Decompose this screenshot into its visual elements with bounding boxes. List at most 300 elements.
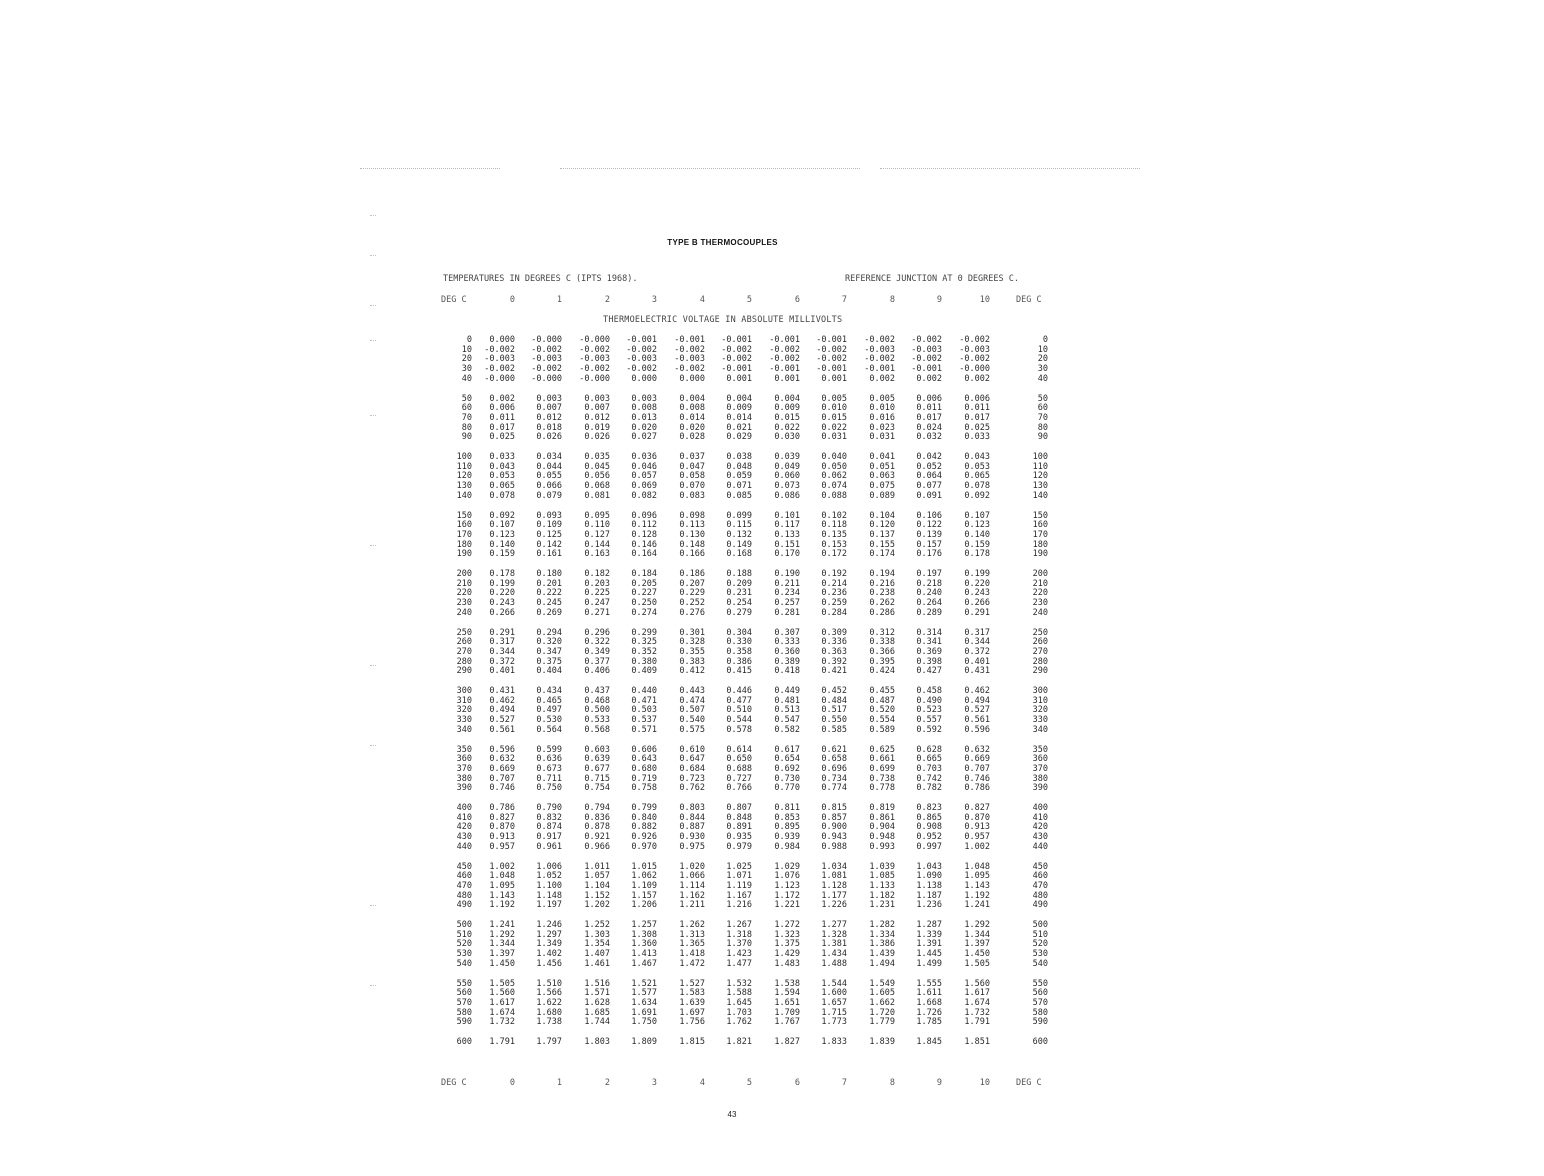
voltage-cell: 0.599 [536, 744, 562, 755]
table-row [0, 754, 1544, 764]
table-row [0, 657, 1544, 667]
voltage-cell: 0.711 [536, 773, 562, 784]
voltage-cell: 0.865 [916, 812, 942, 823]
voltage-cell: 0.930 [679, 832, 705, 843]
row-temperature-left: 20 [461, 354, 472, 365]
voltage-cell: 0.065 [489, 481, 515, 492]
voltage-cell: 1.634 [631, 997, 657, 1008]
row-temperature-left: 140 [456, 490, 472, 501]
table-row [0, 598, 1544, 608]
voltage-cell: 1.076 [774, 871, 800, 882]
voltage-cell: 0.064 [916, 471, 942, 482]
voltage-cell: 0.020 [631, 422, 657, 433]
voltage-cell: 0.117 [774, 520, 800, 531]
voltage-cell: 0.500 [584, 705, 610, 716]
voltage-cell: 1.085 [869, 871, 895, 882]
voltage-cell: 1.839 [869, 1037, 895, 1047]
voltage-cell: 0.003 [584, 393, 610, 404]
voltage-cell: 0.799 [631, 803, 657, 813]
voltage-cell: 0.434 [536, 686, 562, 696]
voltage-cell: 0.009 [774, 403, 800, 414]
voltage-cell: 0.291 [964, 607, 990, 618]
voltage-cell: 0.234 [774, 588, 800, 599]
voltage-cell: 1.744 [584, 1017, 610, 1028]
voltage-cell: 0.537 [631, 715, 657, 726]
voltage-cell: 0.031 [821, 432, 847, 443]
voltage-cell: 1.143 [489, 890, 515, 901]
voltage-cell: 1.011 [584, 861, 610, 872]
table-row [0, 949, 1544, 959]
voltage-cell: 0.533 [584, 715, 610, 726]
voltage-cell: 0.770 [774, 783, 800, 794]
voltage-cell: 0.997 [916, 841, 942, 852]
voltage-cell: 0.961 [536, 841, 562, 852]
voltage-cell: 0.418 [774, 666, 800, 677]
table-row [0, 530, 1544, 540]
voltage-cell: 0.344 [489, 646, 515, 657]
voltage-cell: 1.071 [726, 871, 752, 882]
row-temperature-left: 500 [456, 920, 472, 930]
voltage-cell: 0.352 [631, 646, 657, 657]
voltage-cell: 0.870 [489, 822, 515, 833]
voltage-cell: 0.289 [916, 607, 942, 618]
voltage-cell: -0.001 [816, 364, 847, 375]
voltage-cell: 1.002 [489, 861, 515, 872]
row-temperature-right: 320 [1032, 705, 1048, 716]
voltage-cell: -0.000 [579, 373, 610, 384]
voltage-cell: 0.758 [631, 783, 657, 794]
voltage-cell: -0.002 [959, 354, 990, 365]
table-subtitle: THERMOELECTRIC VOLTAGE IN ABSOLUTE MILLIVOLTS [603, 315, 843, 325]
voltage-cell: 0.554 [869, 715, 895, 726]
voltage-cell: 1.418 [679, 949, 705, 960]
voltage-cell: 0.008 [679, 403, 705, 414]
table-row [0, 540, 1544, 550]
row-temperature-right: 140 [1032, 490, 1048, 501]
voltage-cell: 0.012 [584, 412, 610, 423]
voltage-cell: 0.093 [536, 510, 562, 521]
voltage-cell: 0.180 [536, 569, 562, 579]
row-temperature-right: 570 [1032, 997, 1048, 1008]
voltage-cell: 0.628 [916, 744, 942, 755]
column-header-4: 4 [699, 1078, 705, 1088]
voltage-cell: 1.360 [631, 939, 657, 950]
table-row [0, 745, 1544, 755]
row-temperature-right: 410 [1032, 812, 1048, 823]
voltage-cell: 0.243 [964, 588, 990, 599]
voltage-cell: 0.913 [489, 832, 515, 843]
column-header-1: 1 [556, 295, 562, 305]
voltage-cell: 0.201 [536, 578, 562, 589]
column-header-6: 6 [794, 1078, 800, 1088]
voltage-cell: 0.274 [631, 607, 657, 618]
voltage-cell: 1.100 [536, 880, 562, 891]
voltage-cell: 1.143 [964, 880, 990, 891]
voltage-cell: 0.140 [489, 539, 515, 550]
voltage-cell: 0.168 [726, 549, 752, 560]
voltage-cell: 0.284 [821, 607, 847, 618]
voltage-cell: 0.051 [869, 461, 895, 472]
row-temperature-right: 20 [1037, 354, 1048, 365]
row-temperature-left: 480 [456, 890, 472, 901]
row-temperature-right: 150 [1032, 510, 1048, 521]
voltage-cell: 1.611 [916, 988, 942, 999]
voltage-cell: 0.564 [536, 724, 562, 735]
voltage-cell: -0.000 [579, 335, 610, 345]
voltage-cell: 0.827 [489, 812, 515, 823]
voltage-cell: 1.002 [964, 841, 990, 852]
voltage-cell: 0.099 [726, 510, 752, 521]
voltage-cell: 0.462 [964, 686, 990, 696]
voltage-cell: 1.397 [489, 949, 515, 960]
voltage-cell: 0.078 [964, 481, 990, 492]
voltage-cell: -0.002 [531, 344, 562, 355]
voltage-cell: 0.582 [774, 724, 800, 735]
voltage-cell: 0.046 [631, 461, 657, 472]
voltage-cell: 0.610 [679, 744, 705, 755]
voltage-cell: 0.148 [679, 539, 705, 550]
row-temperature-left: 190 [456, 549, 472, 560]
row-temperature-right: 510 [1032, 929, 1048, 940]
voltage-cell: 0.194 [869, 569, 895, 579]
voltage-cell: 1.555 [916, 978, 942, 989]
voltage-cell: 0.060 [774, 471, 800, 482]
row-temperature-right: 420 [1032, 822, 1048, 833]
row-temperature-right: 520 [1032, 939, 1048, 950]
voltage-cell: 0.057 [631, 471, 657, 482]
row-temperature-left: 450 [456, 861, 472, 872]
voltage-cell: -0.002 [816, 354, 847, 365]
voltage-cell: 0.462 [489, 695, 515, 706]
temperature-scale-note: TEMPERATURES IN DEGREES C (IPTS 1968). [443, 274, 638, 284]
voltage-cell: 0.966 [584, 841, 610, 852]
voltage-cell: 0.091 [916, 490, 942, 501]
voltage-cell: 0.639 [584, 754, 610, 765]
voltage-cell: 1.062 [631, 871, 657, 882]
voltage-cell: 0.139 [916, 529, 942, 540]
voltage-cell: 0.023 [869, 422, 895, 433]
voltage-cell: 1.104 [584, 880, 610, 891]
table-row [0, 462, 1544, 472]
row-temperature-right: 160 [1032, 520, 1048, 531]
voltage-cell: 0.058 [679, 471, 705, 482]
voltage-cell: 0.654 [774, 754, 800, 765]
row-temperature-right: 80 [1037, 422, 1048, 433]
voltage-cell: 0.503 [631, 705, 657, 716]
voltage-cell: 0.481 [774, 695, 800, 706]
voltage-cell: 0.517 [821, 705, 847, 716]
voltage-cell: 0.079 [536, 490, 562, 501]
voltage-cell: 0.527 [964, 705, 990, 716]
voltage-cell: 1.241 [489, 920, 515, 930]
voltage-cell: 0.291 [489, 627, 515, 638]
voltage-cell: 0.320 [536, 637, 562, 648]
row-temperature-right: 360 [1032, 754, 1048, 765]
voltage-cell: 0.827 [964, 803, 990, 813]
voltage-cell: 1.292 [489, 929, 515, 940]
voltage-cell: 1.549 [869, 978, 895, 989]
voltage-cell: 1.715 [821, 1007, 847, 1018]
voltage-cell: 1.197 [536, 900, 562, 911]
voltage-cell: -0.000 [531, 373, 562, 384]
voltage-cell: 1.318 [726, 929, 752, 940]
voltage-cell: 0.220 [489, 588, 515, 599]
voltage-cell: 0.211 [774, 578, 800, 589]
voltage-cell: 1.767 [774, 1017, 800, 1028]
table-row [0, 345, 1544, 355]
voltage-cell: 0.007 [536, 403, 562, 414]
voltage-cell: 0.395 [869, 656, 895, 667]
voltage-cell: 1.133 [869, 880, 895, 891]
voltage-cell: 0.069 [631, 481, 657, 492]
voltage-cell: 0.568 [584, 724, 610, 735]
voltage-cell: 0.010 [869, 403, 895, 414]
table-row [0, 403, 1544, 413]
row-temperature-right: 330 [1032, 715, 1048, 726]
voltage-cell: 0.238 [869, 588, 895, 599]
row-temperature-right: 190 [1032, 549, 1048, 560]
voltage-cell: 0.427 [916, 666, 942, 677]
column-header-3: 3 [651, 1078, 657, 1088]
voltage-cell: 0.176 [916, 549, 942, 560]
row-temperature-left: 530 [456, 949, 472, 960]
voltage-cell: 0.312 [869, 627, 895, 638]
voltage-cell: 0.730 [774, 773, 800, 784]
voltage-cell: 1.527 [679, 978, 705, 989]
voltage-cell: 1.241 [964, 900, 990, 911]
voltage-cell: 0.314 [916, 627, 942, 638]
voltage-cell: 0.592 [916, 724, 942, 735]
voltage-cell: 1.685 [584, 1007, 610, 1018]
voltage-cell: 0.166 [679, 549, 705, 560]
voltage-cell: 0.939 [774, 832, 800, 843]
voltage-cell: 0.005 [869, 393, 895, 404]
voltage-cell: 0.027 [631, 432, 657, 443]
voltage-cell: 0.133 [774, 529, 800, 540]
voltage-cell: 0.625 [869, 744, 895, 755]
voltage-cell: -0.003 [626, 354, 657, 365]
table-row [0, 374, 1544, 384]
voltage-cell: 1.821 [726, 1037, 752, 1047]
voltage-cell: 0.372 [489, 656, 515, 667]
voltage-cell: 0.151 [774, 539, 800, 550]
row-temperature-left: 490 [456, 900, 472, 911]
voltage-cell: 0.041 [869, 452, 895, 462]
scan-artifact-line [360, 168, 500, 169]
voltage-cell: 0.146 [631, 539, 657, 550]
row-temperature-right: 430 [1032, 832, 1048, 843]
voltage-cell: 0.520 [869, 705, 895, 716]
table-row [0, 842, 1544, 852]
voltage-cell: 1.177 [821, 890, 847, 901]
voltage-cell: 0.317 [489, 637, 515, 648]
voltage-cell: 0.209 [726, 578, 752, 589]
voltage-cell: 0.823 [916, 803, 942, 813]
table-row [0, 549, 1544, 559]
row-temperature-left: 130 [456, 481, 472, 492]
row-temperature-left: 260 [456, 637, 472, 648]
row-temperature-left: 380 [456, 773, 472, 784]
voltage-cell: 0.688 [726, 763, 752, 774]
voltage-cell: -0.002 [531, 364, 562, 375]
voltage-cell: 1.709 [774, 1007, 800, 1018]
voltage-cell: -0.000 [959, 364, 990, 375]
voltage-cell: -0.002 [674, 344, 705, 355]
voltage-cell: 0.015 [774, 412, 800, 423]
voltage-cell: 0.988 [821, 841, 847, 852]
voltage-cell: 0.096 [631, 510, 657, 521]
voltage-cell: 0.225 [584, 588, 610, 599]
voltage-cell: 0.561 [964, 715, 990, 726]
row-temperature-right: 450 [1032, 861, 1048, 872]
table-row [0, 520, 1544, 530]
row-temperature-right: 240 [1032, 607, 1048, 618]
voltage-cell: 1.827 [774, 1037, 800, 1047]
row-temperature-right: 220 [1032, 588, 1048, 599]
voltage-cell: 0.014 [726, 412, 752, 423]
voltage-cell: 0.443 [679, 686, 705, 696]
voltage-cell: 0.025 [489, 432, 515, 443]
voltage-cell: 1.226 [821, 900, 847, 911]
row-temperature-left: 150 [456, 510, 472, 521]
voltage-cell: 1.252 [584, 920, 610, 930]
voltage-cell: 0.203 [584, 578, 610, 589]
row-temperature-left: 440 [456, 841, 472, 852]
voltage-cell: 0.113 [679, 520, 705, 531]
voltage-cell: 1.066 [679, 871, 705, 882]
voltage-cell: 1.029 [774, 861, 800, 872]
voltage-cell: 0.317 [964, 627, 990, 638]
voltage-cell: 1.833 [821, 1037, 847, 1047]
voltage-cell: 0.055 [536, 471, 562, 482]
table-row [0, 647, 1544, 657]
row-temperature-left: 80 [461, 422, 472, 433]
voltage-cell: 0.494 [964, 695, 990, 706]
table-row [0, 881, 1544, 891]
voltage-cell: 0.540 [679, 715, 705, 726]
page-title: TYPE B THERMOCOUPLES [667, 238, 778, 247]
voltage-cell: 1.095 [964, 871, 990, 882]
column-header-0: 0 [509, 1078, 515, 1088]
voltage-cell: 0.199 [489, 578, 515, 589]
table-row [0, 1008, 1544, 1018]
row-temperature-left: 430 [456, 832, 472, 843]
voltage-cell: 0.025 [964, 422, 990, 433]
table-row [0, 988, 1544, 998]
voltage-cell: -0.002 [721, 344, 752, 355]
row-temperature-left: 570 [456, 997, 472, 1008]
voltage-cell: 1.192 [489, 900, 515, 911]
voltage-cell: 0.149 [726, 539, 752, 550]
voltage-cell: 0.077 [916, 481, 942, 492]
voltage-cell: 0.766 [726, 783, 752, 794]
voltage-cell: 1.622 [536, 997, 562, 1008]
voltage-cell: -0.002 [911, 354, 942, 365]
voltage-cell: 1.845 [916, 1037, 942, 1047]
voltage-cell: 0.123 [964, 520, 990, 531]
row-temperature-right: 0 [1042, 335, 1048, 345]
voltage-cell: 0.383 [679, 656, 705, 667]
voltage-cell: 1.114 [679, 880, 705, 891]
voltage-cell: 0.144 [584, 539, 610, 550]
column-header-2: 2 [604, 295, 610, 305]
voltage-cell: 0.216 [869, 578, 895, 589]
voltage-cell: 0.001 [821, 373, 847, 384]
voltage-cell: 1.148 [536, 890, 562, 901]
row-temperature-left: 390 [456, 783, 472, 794]
voltage-cell: 1.521 [631, 978, 657, 989]
table-row [0, 979, 1544, 989]
voltage-cell: 0.404 [536, 666, 562, 677]
voltage-cell: 1.472 [679, 958, 705, 969]
voltage-cell: 0.366 [869, 646, 895, 657]
voltage-cell: 1.039 [869, 861, 895, 872]
voltage-cell: 0.262 [869, 598, 895, 609]
voltage-cell: 1.157 [631, 890, 657, 901]
voltage-cell: 0.199 [964, 569, 990, 579]
voltage-cell: 0.401 [489, 666, 515, 677]
voltage-cell: 0.017 [916, 412, 942, 423]
voltage-cell: 0.159 [964, 539, 990, 550]
voltage-cell: 0.673 [536, 763, 562, 774]
voltage-cell: 0.037 [679, 452, 705, 462]
voltage-cell: 0.281 [774, 607, 800, 618]
row-temperature-left: 60 [461, 403, 472, 414]
row-temperature-left: 70 [461, 412, 472, 423]
voltage-cell: 0.043 [489, 461, 515, 472]
voltage-cell: 0.174 [869, 549, 895, 560]
row-temperature-right: 30 [1037, 364, 1048, 375]
row-temperature-left: 230 [456, 598, 472, 609]
voltage-cell: 0.870 [964, 812, 990, 823]
voltage-cell: -0.002 [769, 344, 800, 355]
voltage-cell: 0.106 [916, 510, 942, 521]
column-header-5: 5 [746, 1078, 752, 1088]
voltage-cell: 0.360 [774, 646, 800, 657]
voltage-cell: 0.161 [536, 549, 562, 560]
voltage-cell: 1.025 [726, 861, 752, 872]
table-row [0, 588, 1544, 598]
voltage-cell: 0.389 [774, 656, 800, 667]
row-temperature-right: 250 [1032, 627, 1048, 638]
voltage-cell: 0.039 [774, 452, 800, 462]
voltage-cell: 0.074 [821, 481, 847, 492]
voltage-cell: 0.028 [679, 432, 705, 443]
voltage-cell: -0.000 [531, 335, 562, 345]
row-temperature-left: 340 [456, 724, 472, 735]
row-temperature-right: 370 [1032, 763, 1048, 774]
deg-c-label-right: DEG C [1016, 1078, 1042, 1088]
voltage-cell: 1.445 [916, 949, 942, 960]
voltage-cell: 0.596 [489, 744, 515, 755]
row-temperature-right: 310 [1032, 695, 1048, 706]
voltage-cell: 1.583 [679, 988, 705, 999]
voltage-cell: -0.002 [579, 344, 610, 355]
table-row [0, 696, 1544, 706]
voltage-cell: 1.726 [916, 1007, 942, 1018]
voltage-cell: 1.043 [916, 861, 942, 872]
voltage-cell: 0.993 [869, 841, 895, 852]
voltage-cell: 1.034 [821, 861, 847, 872]
voltage-cell: 0.658 [821, 754, 847, 765]
voltage-cell: 0.746 [964, 773, 990, 784]
voltage-cell: 1.538 [774, 978, 800, 989]
voltage-cell: 1.628 [584, 997, 610, 1008]
table-row [0, 481, 1544, 491]
row-temperature-right: 580 [1032, 1007, 1048, 1018]
voltage-cell: 0.811 [774, 803, 800, 813]
voltage-cell: 0.052 [916, 461, 942, 472]
